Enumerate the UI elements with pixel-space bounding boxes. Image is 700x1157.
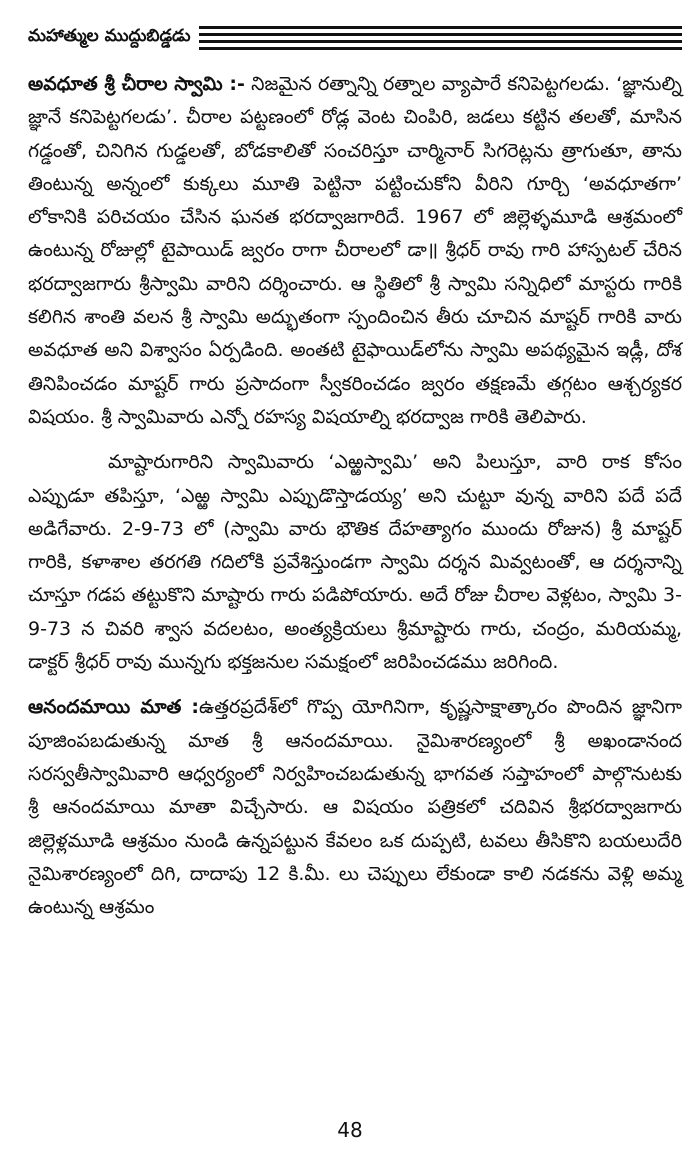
page-header (28, 22, 682, 54)
paragraph-text: నిజమైన రత్నాన్ని రత్నాల వ్యాపారే కనిపెట్టగలడు. ‘జ్ఞానుల్ని జ్ఞానే కనిపెట్టగలడు’. చీరాల పట్టణంలో రోడ్ల వెంట చింపిరి, జడలు కట్టిన తలతో, మాసిన గడ్డంతో, చినిగిన గుడ్డలతో, బోడకాలితో సంచరిస్తూ చార్మినార్ సిగరెట్లను త్రాగుతూ, తాను తింటున్న అన్నంలో కుక్కలు మూతి పెట్టినా పట్టించుకోని వీరిని గూర్చి ‘అవధూతగా’ లోకానికి పరిచయం చేసిన ఘనత భరద్వాజగారిదే. 1967 లో జిల్లెళ్ళమూడి ఆశ్రమంలో ఉంటున్న రోజుల్లో టైపాయిడ్ జ్వరం రాగా చీరాలలో డా॥ శ్రీధర్ రావు గారి హాస్పటల్ చేరిన భరద్వాజగారు శ్రీస్వామి వారిని దర్శించారు. ఆ స్థితిలో శ్రీ స్వామి సన్నిధిలో మాస్టరు గారికి కలిగిన శాంతి వలన శ్రీ స్వామి అద్భుతంగా స్పందించిన తీరు చూచిన మాష్టర్ గారికి వారు అవధూత అని విశ్వాసం ఏర్పడింది. అంతటి టైఫాయిడ్‌లోను స్వామి అపథ్యమైన ఇడ్లీ, దోశ తినిపించడం మాష్టర్ గారు ప్రసాదంగా స్వీకరించడం జ్వరం తక్షణమే తగ్గటం ఆశ్చర్యకర విషయం. శ్రీ స్వామివారు ఎన్నో రహస్య విషయాల్ని భరద్వాజ గారికి తెలిపారు. (28, 73, 682, 428)
header-rule-line (199, 33, 682, 36)
header-rules (199, 22, 682, 54)
paragraph-text: ఉత్తరప్రదేశ్‌లో గొప్ప యోగినిగా, కృష్ణసాక్షాత్కారం పొందిన జ్ఞానిగా పూజింపబడుతున్న మాత శ్రీ ఆనందమాయి. నైమిశారణ్యంలో శ్రీ అఖండానంద సరస్వతీస్వామివారి ఆధ్వర్యంలో నిర్వహించబడుతున్న భాగవత సప్తాహంలో పాల్గొనుటకు శ్రీ ఆనందమాయి మాతా విచ్చేసారు. ఆ విషయం పత్రికలో చదివిన శ్రీభరద్వాజగారు జిల్లెళ్లమూడి ఆశ్రమం నుండి ఉన్నపట్టున కేవలం ఒక దుప్పటి, టవలు తీసికొని బయలుదేరి నైమిశారణ్యంలో దిగి, దాదాపు 12 కి.మీ. లు చెప్పులు లేకుండా కాలి నడకను వెళ్లి అమ్మ ఉంటున్న ఆశ్రమం (28, 696, 683, 919)
paragraph-text: మాష్టారుగారిని స్వామివారు ‘ఎఱ్ఱస్వామి’ అని పిలుస్తూ, వారి రాక కోసం ఎప్పుడూ తపిస్తూ, ‘ఎఱ్ఱ స్వామి ఎప్పుడొస్తాడయ్య’ అని చుట్టూ వున్న వారిని పదే పదే అడిగేవారు. 2-9-73 లో (స్వామి వారు భౌతిక దేహత్యాగం ముందు రోజున) శ్రీ మాష్టర్ గారికి, కళాశాల తరగతి గదిలోకి ప్రవేశిస్తుండగా స్వామి దర్శన మివ్వటంతో, ఆ దర్శనాన్ని చూస్తూ గడప తట్టుకొని మాష్టారు గారు పడిపోయారు. అదే రోజు చీరాల వెళ్లటం, స్వామి 3-9-73 న చివరి శ్వాస వదలటం, అంత్యక్రియలు శ్రీమాష్టారు గారు, చంద్రం, మరియమ్మ, డాక్టర్ శ్రీధర్ రావు మున్నగు భక్తజనుల సమక్షంలో జరిపించడము జరిగింది. (28, 451, 682, 674)
header-rule-line (199, 47, 682, 50)
paragraph-erra-swami (28, 446, 682, 679)
body-text (28, 68, 682, 924)
running-title: మహాత్ముల ముద్దుబిడ్డడు (28, 26, 191, 46)
header-rule-line (199, 40, 682, 43)
paragraph-anandamayi-mata (28, 691, 682, 924)
header-rule-line (199, 26, 682, 29)
page-number: 48 (337, 1118, 363, 1142)
paragraph-chirala-swami (28, 68, 682, 434)
paragraph-lead-heading: ఆనందమాయి మాత : (28, 696, 200, 719)
paragraph-lead-heading: అవధూత శ్రీ చీరాల స్వామి :- (28, 73, 245, 95)
